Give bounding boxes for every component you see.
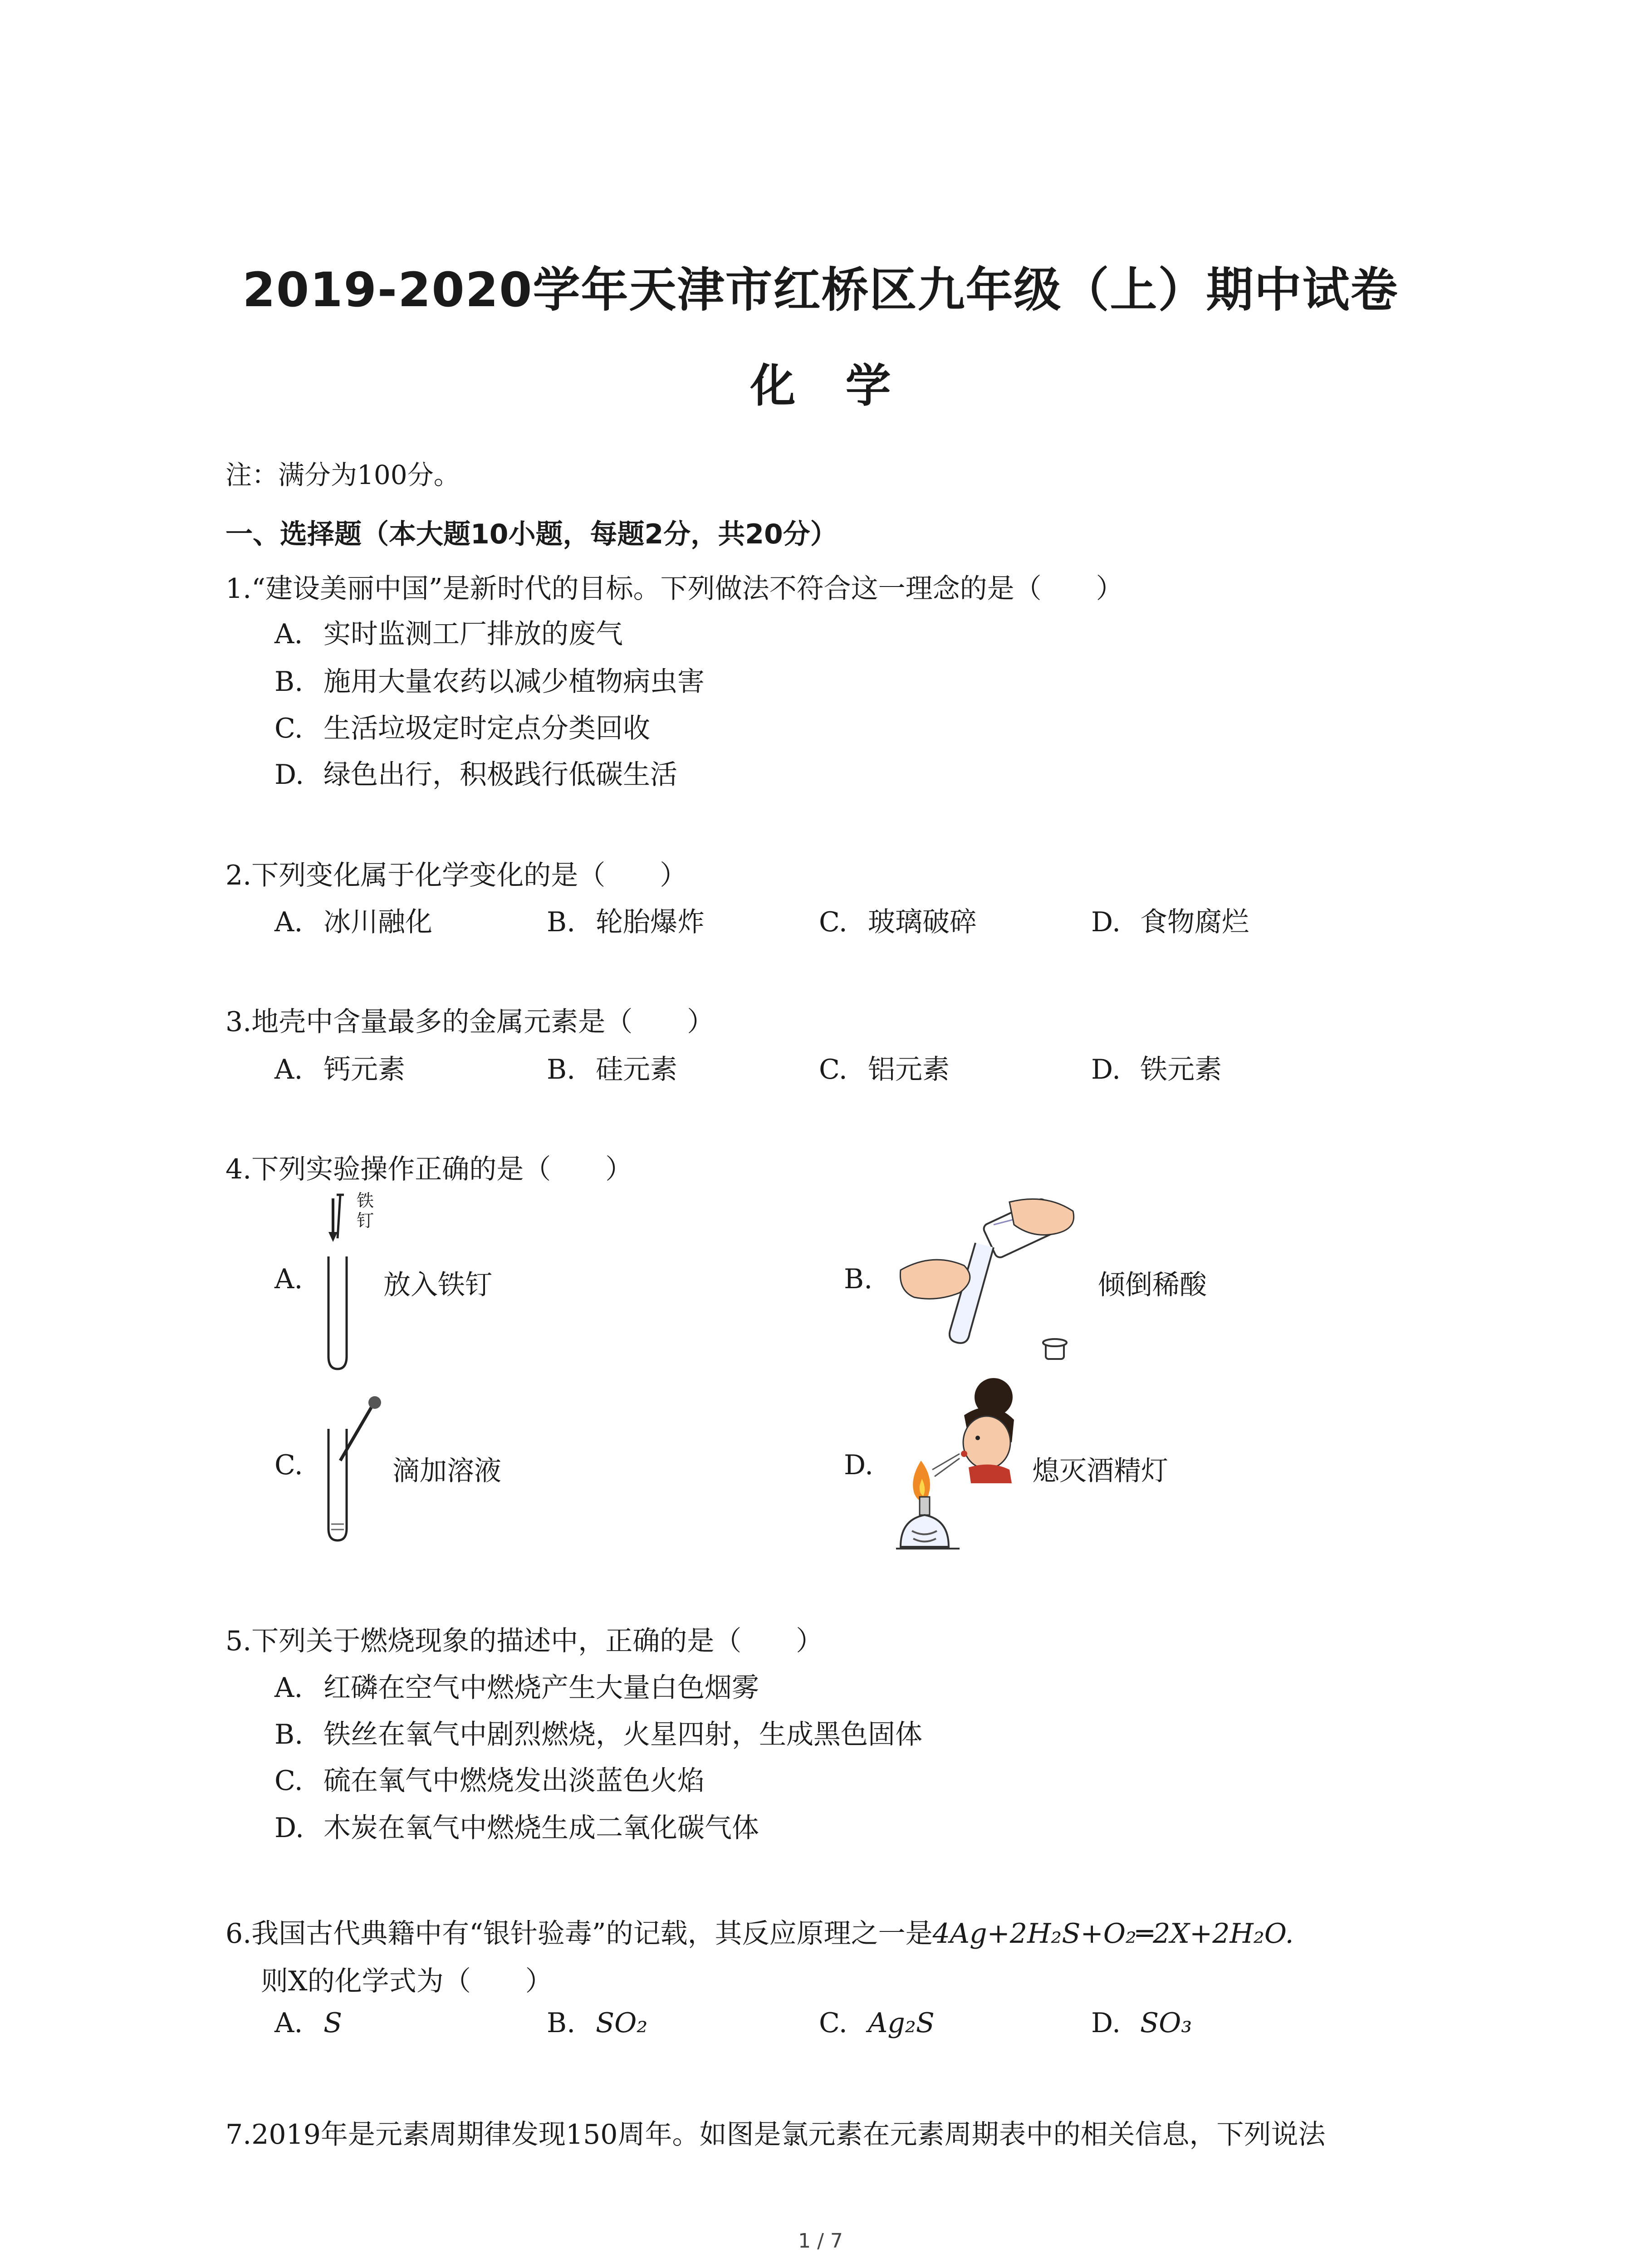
question-number: 3. bbox=[225, 1006, 252, 1038]
option-a[interactable]: A. 实时监测工厂排放的废气 bbox=[274, 618, 623, 650]
option-c[interactable]: C. 玻璃破碎 bbox=[819, 906, 977, 938]
score-note: 注：满分为100分。 bbox=[225, 459, 460, 490]
question-stem: 2019年是元素周期律发现150周年。如图是氯元素在元素周期表中的相关信息，下列说法 bbox=[251, 2119, 1326, 2151]
section-title: 一、选择题（本大题10小题，每题2分，共20分） bbox=[225, 518, 838, 550]
dropper-figure bbox=[318, 1393, 390, 1542]
question-number: 6. bbox=[225, 1918, 252, 1950]
option-a-label: 放入铁钉 bbox=[383, 1269, 492, 1301]
option-b[interactable]: B. 施用大量农药以减少植物病虫害 bbox=[274, 666, 705, 698]
pouring-acid-figure bbox=[896, 1193, 1087, 1374]
option-c[interactable]: C. bbox=[274, 1449, 303, 1481]
question-number: 7. bbox=[225, 2119, 252, 2151]
question-stem: “建设美丽中国”是新时代的目标。下列做法不符合这一理念的是（ ） bbox=[251, 573, 1123, 605]
question-stem: 我国古代典籍中有“银针验毒”的记载，其反应原理之一是 bbox=[251, 1918, 933, 1950]
option-b-label: 倾倒稀酸 bbox=[1098, 1269, 1207, 1301]
question-stem: 地壳中含量最多的金属元素是（ ） bbox=[251, 1006, 715, 1038]
option-d[interactable]: D. 铁元素 bbox=[1091, 1054, 1222, 1085]
option-b[interactable]: B. 铁丝在氧气中剧烈燃烧，火星四射，生成黑色固体 bbox=[274, 1719, 922, 1750]
question-number: 1. bbox=[225, 573, 252, 605]
question-number: 5. bbox=[225, 1625, 252, 1657]
question-number: 2. bbox=[225, 860, 252, 891]
option-c-label: 滴加溶液 bbox=[392, 1455, 501, 1487]
alcohol-lamp-figure bbox=[896, 1374, 1032, 1569]
page-title: 2019-2020学年天津市红桥区九年级（上）期中试卷 bbox=[242, 262, 1399, 318]
option-a[interactable]: A. 冰川融化 bbox=[274, 906, 432, 938]
option-b[interactable]: B. bbox=[844, 1263, 873, 1295]
option-a[interactable]: A. 红磷在空气中燃烧产生大量白色烟雾 bbox=[274, 1672, 759, 1704]
option-b[interactable]: B. SO₂ bbox=[547, 2007, 648, 2039]
question-stem: 下列实验操作正确的是（ ） bbox=[251, 1154, 633, 1185]
option-d[interactable]: D. 木炭在氧气中燃烧生成二氧化碳气体 bbox=[274, 1812, 759, 1844]
option-c[interactable]: C. 生活垃圾定时定点分类回收 bbox=[274, 713, 650, 744]
question-stem: 下列关于燃烧现象的描述中，正确的是（ ） bbox=[251, 1625, 823, 1657]
subject-title: 化学 bbox=[750, 359, 941, 412]
option-a[interactable]: A. 钙元素 bbox=[274, 1054, 405, 1085]
option-d[interactable]: D. SO₃ bbox=[1091, 2007, 1192, 2039]
option-a[interactable]: A. bbox=[274, 1263, 303, 1295]
option-c[interactable]: C. Ag₂S bbox=[819, 2007, 935, 2039]
option-c[interactable]: C. 铝元素 bbox=[819, 1054, 950, 1085]
option-b[interactable]: B. 轮胎爆炸 bbox=[547, 906, 705, 938]
option-b[interactable]: B. 硅元素 bbox=[547, 1054, 677, 1085]
question-stem: 下列变化属于化学变化的是（ ） bbox=[251, 860, 687, 891]
option-d[interactable]: D. 食物腐烂 bbox=[1091, 906, 1249, 938]
question-stem-continued: 则X的化学式为（ ） bbox=[261, 1965, 553, 1997]
option-c[interactable]: C. 硫在氧气中燃烧发出淡蓝色火焰 bbox=[274, 1765, 705, 1797]
option-d-label: 熄灭酒精灯 bbox=[1032, 1455, 1168, 1487]
nail-label: 铁钉 bbox=[357, 1191, 374, 1231]
question-number: 4. bbox=[225, 1154, 252, 1185]
reaction-equation: 4Ag+2H₂S+O₂═2X+2H₂O. bbox=[932, 1918, 1294, 1950]
option-d[interactable]: D. 绿色出行，积极践行低碳生活 bbox=[274, 759, 677, 791]
option-d[interactable]: D. bbox=[844, 1449, 874, 1481]
page-number: 1 / 7 bbox=[798, 2229, 843, 2253]
option-a[interactable]: A. S bbox=[274, 2007, 343, 2039]
